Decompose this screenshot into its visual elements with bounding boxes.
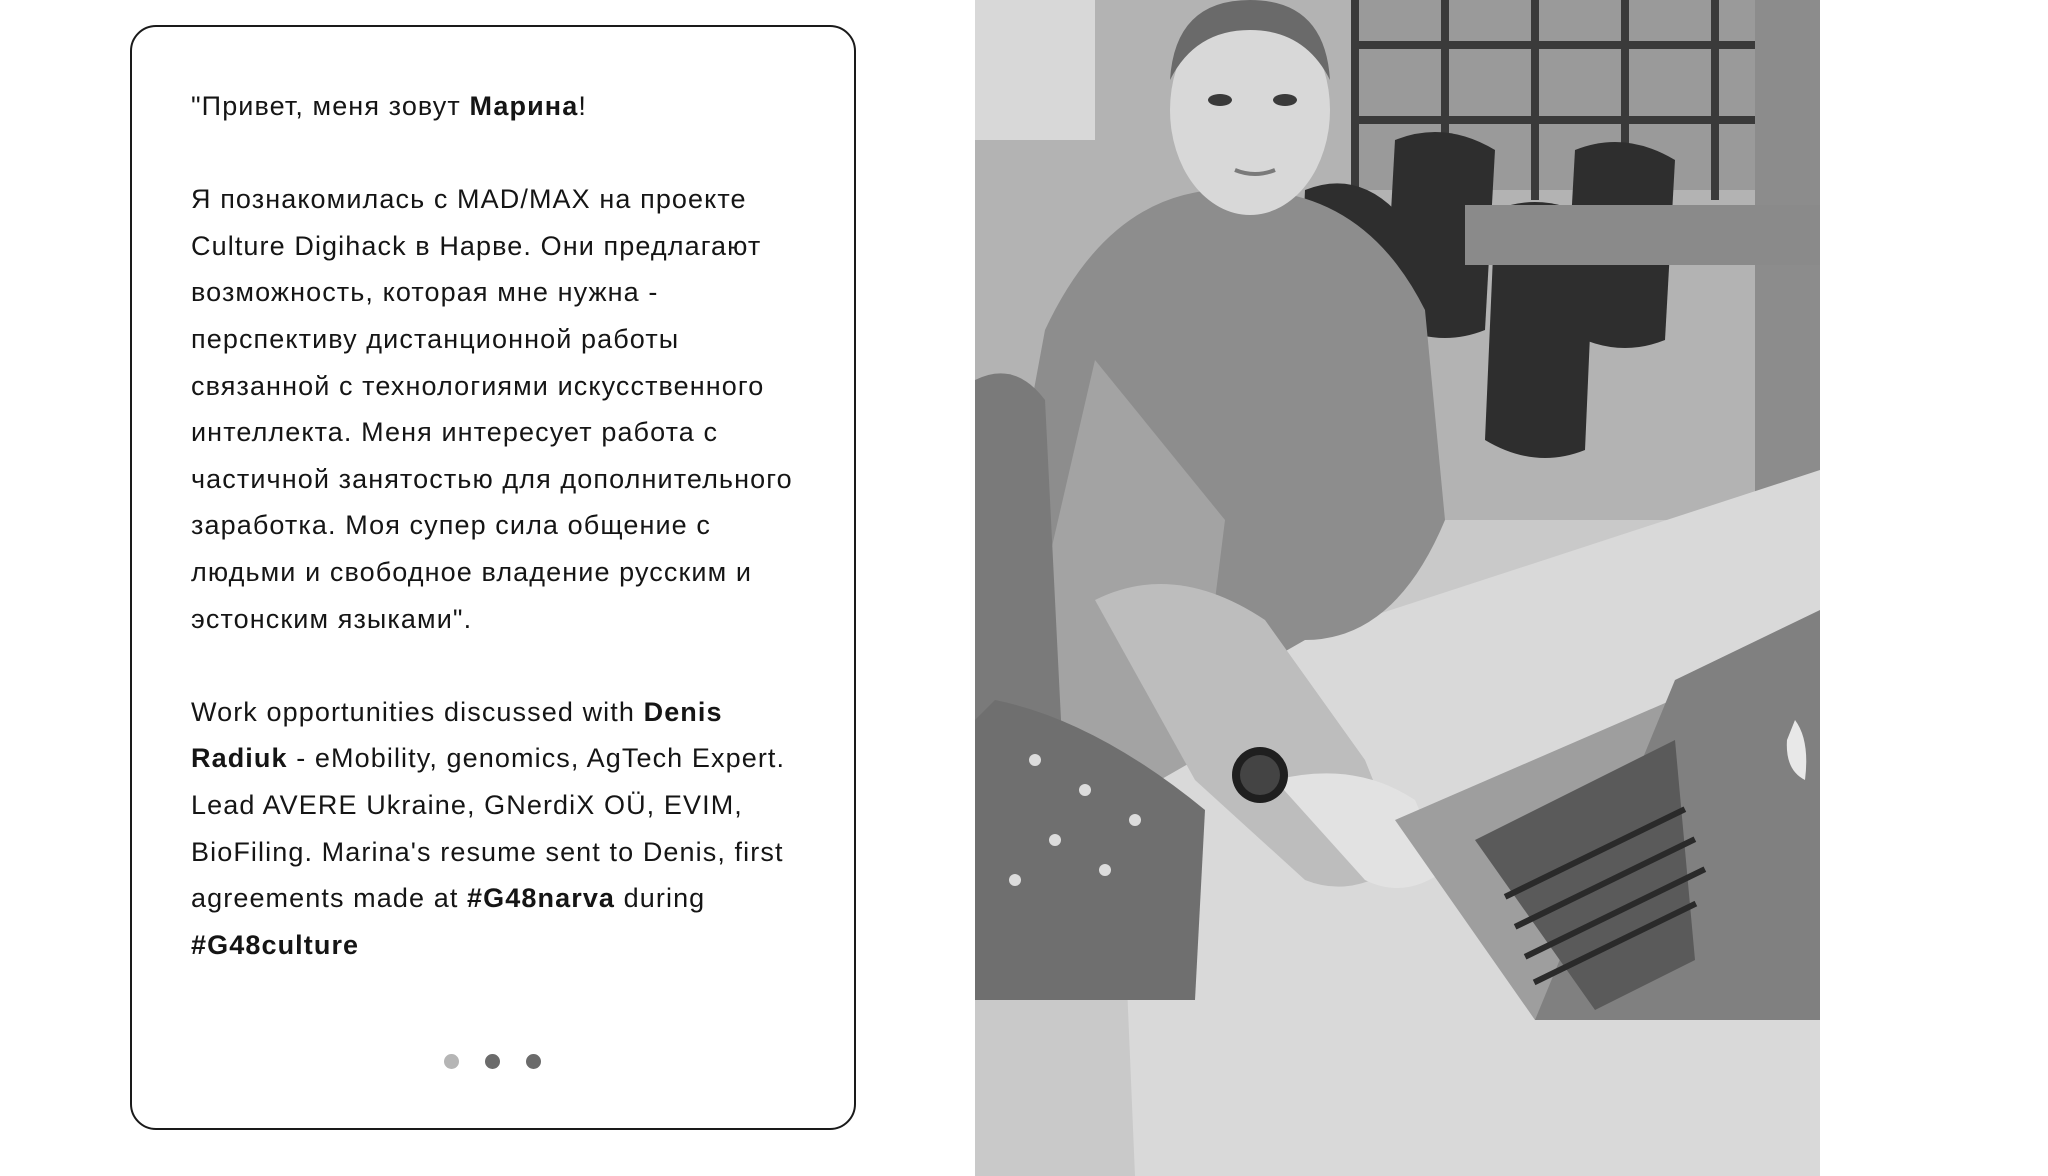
testimonial-card <box>130 25 856 1130</box>
english-name: Denis Radiuk <box>191 696 723 774</box>
greeting-name: Марина <box>469 91 579 121</box>
carousel-dots <box>444 1054 541 1069</box>
greeting-prefix: "Привет, меня зовут <box>191 91 470 121</box>
greeting-suffix: ! <box>578 91 587 121</box>
english-body <box>191 689 801 969</box>
russian-body: Я познакомилась с MAD/MAX на проекте Culture Digihack в Нарве. Они предлагают возможность, которая мне нужна - перспективу дистанционной работы связанной с технологиями искусственного интеллекта. Меня интересует работа с частичной занятостью для дополнительного заработка. Моя супер сила общение с людьми и свободное владение русским и эстонским языками". <box>191 184 793 634</box>
carousel-dot-2[interactable] <box>485 1054 500 1069</box>
photo-illustration <box>975 0 1820 1176</box>
carousel-dot-1[interactable] <box>444 1054 459 1069</box>
hashtag-culture[interactable]: #G48culture <box>191 929 360 960</box>
carousel-dot-3[interactable] <box>526 1054 541 1069</box>
english-during: during <box>615 883 706 914</box>
testimonial-text <box>191 83 801 968</box>
english-mid: - eMobility, genomics, AgTech Expert. Lead AVERE Ukraine, GNerdiX OÜ, EVIM, BioFiling. Marina's resume sent to Denis, first agreements made at <box>191 743 786 914</box>
greeting-line <box>191 83 801 130</box>
hashtag-narva[interactable]: #G48narva <box>467 883 616 914</box>
english-prefix: Work opportunities discussed with <box>191 696 644 727</box>
woman-at-laptop-photo <box>975 0 1820 1176</box>
